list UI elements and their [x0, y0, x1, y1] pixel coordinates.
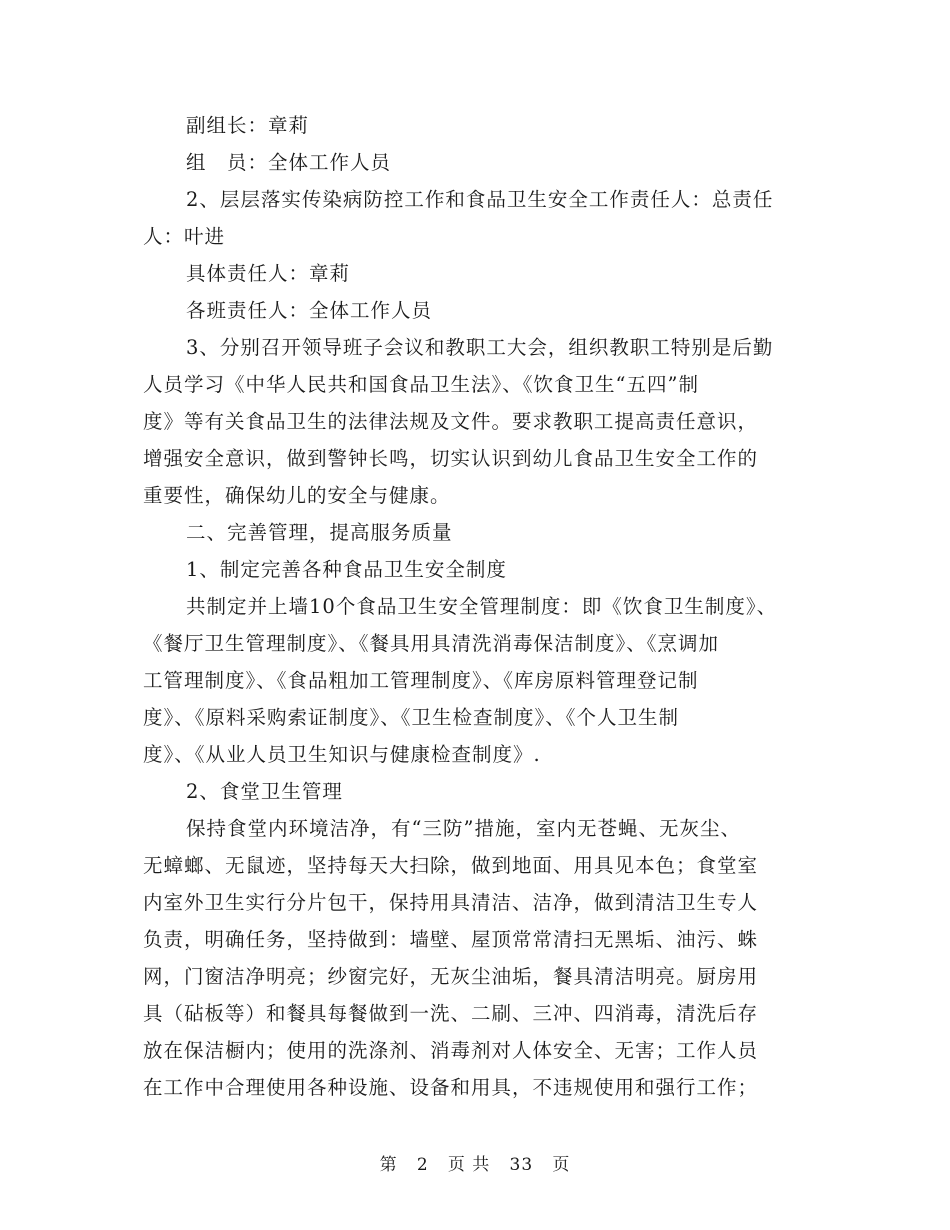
text-line: 副组长：章莉 [186, 114, 310, 137]
text-line: 2、层层落实传染病防控工作和食品卫生安全工作责任人：总责任 [186, 188, 774, 211]
text-line: 工管理制度》、《食品粗加工管理制度》、《库房原料管理登记制 [143, 669, 699, 692]
text-line: 无蟑螂、无鼠迹，坚持每天大扫除，做到地面、用具见本色；食堂室 [143, 854, 759, 877]
footer-current-page: 2 [416, 1155, 429, 1175]
text-line: 在工作中合理使用各种设施、设备和用具，不违规使用和强行工作； [143, 1076, 759, 1099]
text-line: 共制定并上墙10个食品卫生安全管理制度：即《饮食卫生制度》、 [186, 595, 778, 618]
text-line: 具（砧板等）和餐具每餐做到一洗、二刷、三冲、四消毒，清洗后存 [143, 1002, 759, 1025]
text-line: 负责，明确任务，坚持做到：墙壁、屋顶常常清扫无黑垢、油污、蛛 [143, 928, 759, 951]
page-footer [0, 1150, 950, 1175]
text-line: 保持食堂内环境洁净，有“三防”措施，室内无苍蝇、无灰尘、 [186, 817, 741, 840]
text-line: 放在保洁橱内；使用的洗涤剂、消毒剂对人体安全、无害；工作人员 [143, 1039, 759, 1062]
text-line: 2、食堂卫生管理 [186, 780, 343, 803]
text-line: 二、完善管理，提高服务质量 [186, 521, 453, 544]
text-line: 各班责任人：全体工作人员 [186, 299, 433, 322]
footer-suffix: 页 [552, 1155, 571, 1175]
text-line: 3、分别召开领导班子会议和教职工大会，组织教职工特别是后勤 [186, 336, 774, 359]
text-line: 人：叶进 [143, 225, 226, 248]
text-line: 增强安全意识，做到警钟长鸣，切实认识到幼儿食品卫生安全工作的 [143, 447, 759, 470]
text-line: 人员学习《中华人民共和国食品卫生法》、《饮食卫生“五四”制 [143, 373, 699, 396]
text-line: 具体责任人：章莉 [186, 262, 351, 285]
text-line: 度》等有关食品卫生的法律法规及文件。要求教职工提高责任意识， [143, 410, 759, 433]
footer-total-pages: 33 [509, 1155, 534, 1175]
text-line: 度》、《从业人员卫生知识与健康检查制度》. [143, 743, 541, 766]
text-line: 重要性，确保幼儿的安全与健康。 [143, 484, 451, 507]
text-line: 内室外卫生实行分片包干，保持用具清洁、洁净，做到清洁卫生专人 [143, 891, 759, 914]
text-line: 《餐厅卫生管理制度》、《餐具用具清洗消毒保洁制度》、《烹调加 [143, 632, 720, 655]
text-line: 1、制定完善各种食品卫生安全制度 [186, 558, 507, 581]
text-line: 网，门窗洁净明亮；纱窗完好，无灰尘油垢，餐具清洁明亮。厨房用 [143, 965, 759, 988]
text-line: 度》、《原料采购索证制度》、《卫生检查制度》、《个人卫生制 [143, 706, 680, 729]
footer-middle: 页 共 [447, 1155, 491, 1175]
footer-prefix: 第 [379, 1155, 398, 1175]
document-body [143, 107, 813, 1106]
text-line: 组 员：全体工作人员 [186, 151, 392, 174]
